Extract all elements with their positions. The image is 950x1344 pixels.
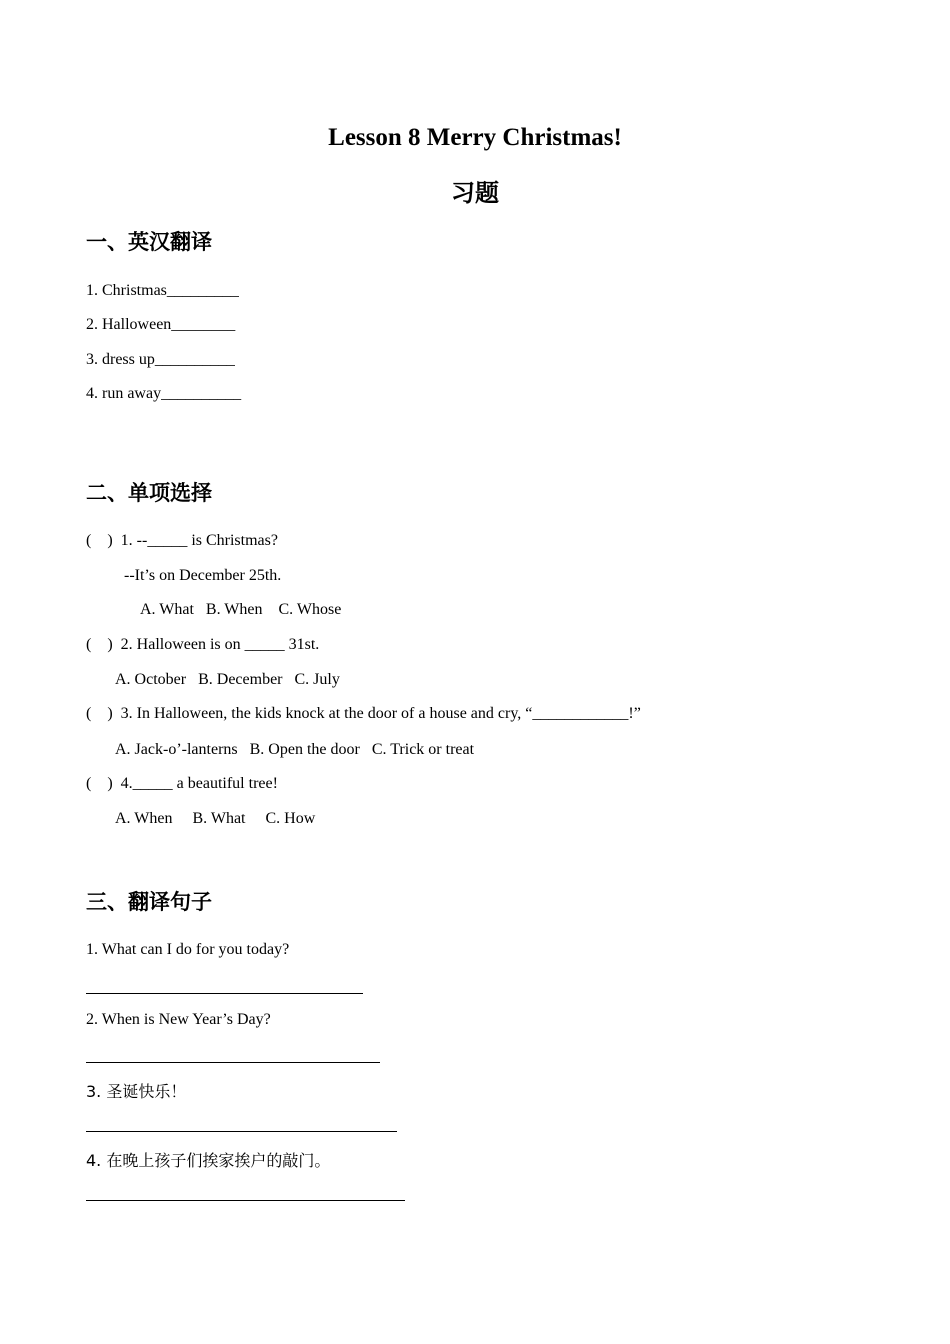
vocab-item: 1. Christmas_________ <box>86 282 239 299</box>
question-line: ( ) 4._____ a beautiful tree! <box>86 775 278 792</box>
answer-line <box>86 1062 380 1063</box>
question-options: A. When B. What C. How <box>115 810 316 827</box>
question-line: ( ) 1. --_____ is Christmas? <box>86 532 278 549</box>
vocab-item: 4. run away__________ <box>86 385 242 402</box>
vocab-item: 3. dress up__________ <box>86 351 235 368</box>
question-line: ( ) 2. Halloween is on _____ 31st. <box>86 636 320 653</box>
answer-line <box>86 993 363 994</box>
page-subtitle: 习题 <box>451 179 499 207</box>
question-options: A. October B. December C. July <box>115 671 340 688</box>
vocab-item: 2. Halloween________ <box>86 316 236 333</box>
section-heading: 三、翻译句子 <box>86 890 212 914</box>
section-heading: 一、英汉翻译 <box>86 230 212 254</box>
question-options: A. Jack-o’-lanterns B. Open the door C. Trick or treat <box>115 741 475 758</box>
answer-line <box>86 1131 397 1132</box>
question-options: A. What B. When C. Whose <box>140 601 342 618</box>
question-answer-line: --It’s on December 25th. <box>124 567 282 584</box>
page-title: Lesson 8 Merry Christmas! <box>328 124 622 151</box>
answer-line <box>86 1200 405 1201</box>
question-line: ( ) 3. In Halloween, the kids knock at the door of a house and cry, “____________!” <box>86 705 641 722</box>
section-heading: 二、单项选择 <box>86 481 212 505</box>
translation-item: 4. 在晚上孩子们挨家挨户的敲门。 <box>86 1151 331 1170</box>
translation-item: 1. What can I do for you today? <box>86 941 290 958</box>
translation-item: 3. 圣诞快乐！ <box>86 1082 187 1101</box>
translation-item: 2. When is New Year’s Day? <box>86 1011 271 1028</box>
